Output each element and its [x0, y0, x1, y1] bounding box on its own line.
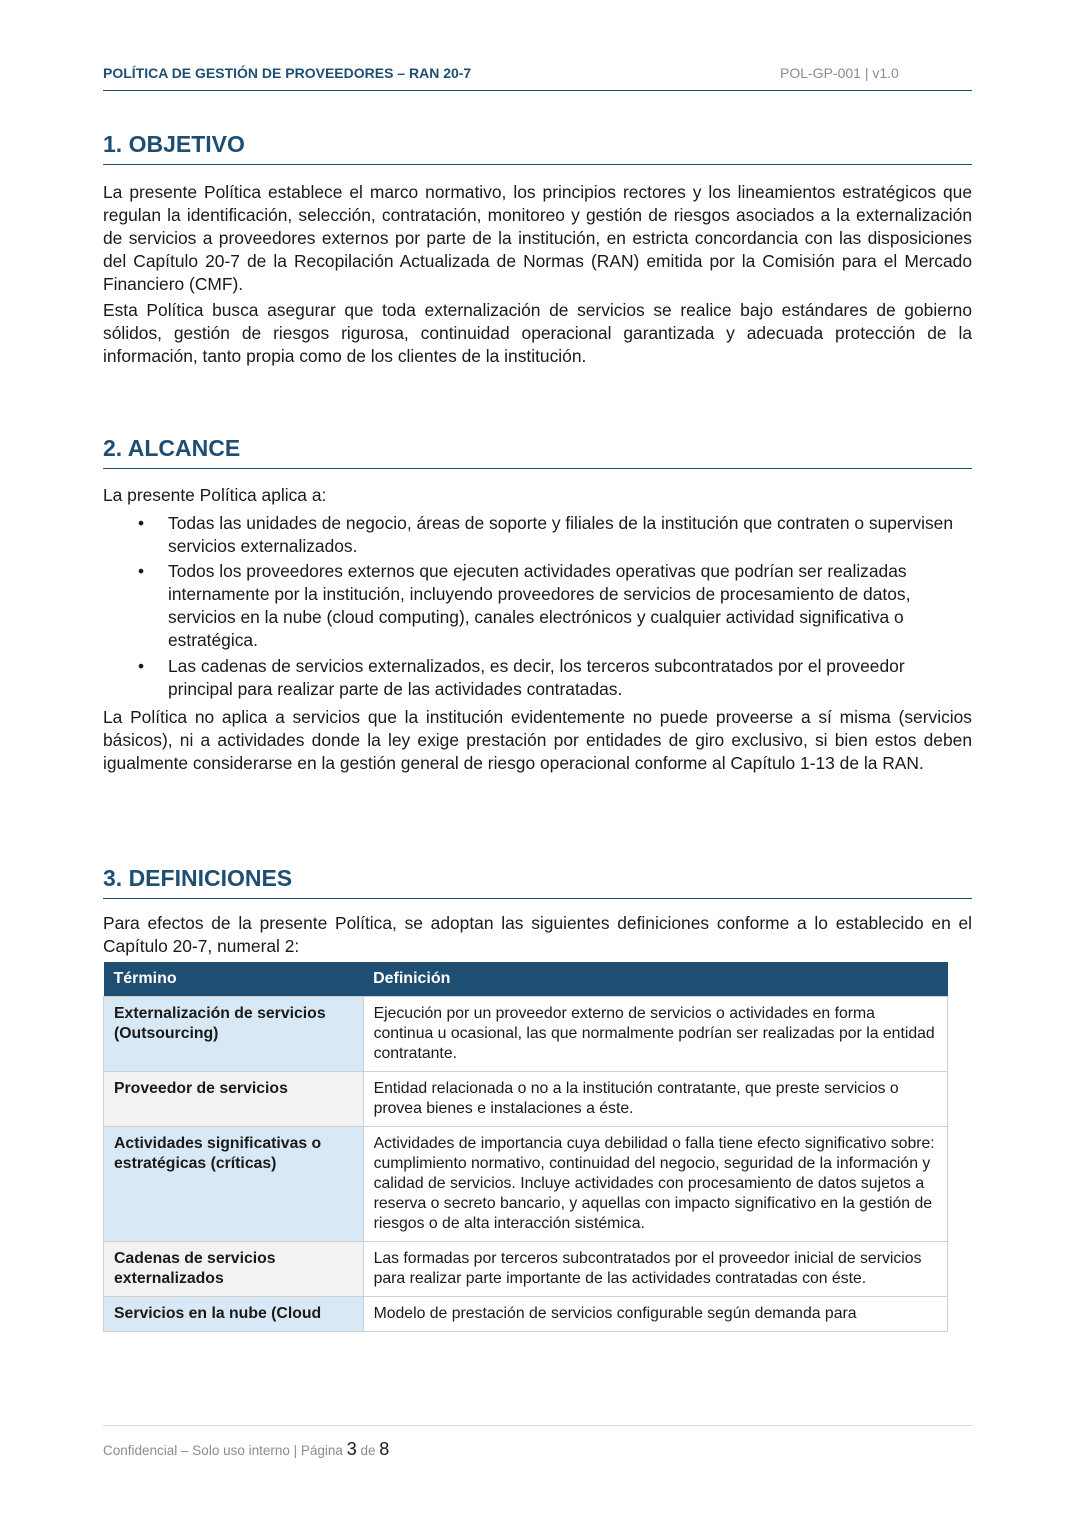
definition-cell: Modelo de prestación de servicios configurable según demanda para: [363, 1297, 947, 1332]
table-row: [104, 997, 948, 1072]
alcance-closing: La Política no aplica a servicios que la institución evidentemente no puede proveerse a sí misma (servicios básicos), ni a actividades donde la ley exige prestación por entidades de giro exclusivo, si bien estos deben igualmente considerarse en la gestión general de riesgo operacional conforme al Capítulo 1-13 de la RAN.: [103, 707, 972, 773]
header-doc-code: POL-GP-001 | v1.0: [780, 65, 899, 81]
section-heading-objetivo: 1. OBJETIVO: [103, 130, 972, 165]
section-heading-alcance: 2. ALCANCE: [103, 434, 972, 469]
bullet-mark: •: [138, 561, 145, 581]
term-cell: Cadenas de servicios externalizados: [104, 1242, 364, 1297]
section-heading-definiciones: 3. DEFINICIONES: [103, 864, 972, 899]
definition-cell: Actividades de importancia cuya debilidad o falla tiene efecto significativo sobre: cumplimiento normativo, continuidad del negocio, seguridad de la información y calidad de servicios. Incluye actividades con procesamiento de datos sujetos a reserva o secreto bancario, y aquellas con impacto significativo en la gestión de riesgos o de alta interacción sistémica.: [363, 1127, 947, 1242]
header-title: POLÍTICA DE GESTIÓN DE PROVEEDORES – RAN 20-7: [103, 65, 472, 81]
table-header-row: [104, 962, 948, 997]
table-row: [104, 1242, 948, 1297]
alcance-intro: La presente Política aplica a:: [103, 485, 327, 505]
objetivo-paragraph-2: Esta Política busca asegurar que toda externalización de servicios se realice bajo estándares de gobierno sólidos, gestión de riesgos rigurosa, continuidad operacional garantizada y adecuada protección de la información, tanto propia como de los clientes de la institución.: [103, 300, 972, 366]
term-cell: Actividades significativas o estratégicas (críticas): [104, 1127, 364, 1242]
table-row: [104, 1127, 948, 1242]
definiciones-intro: Para efectos de la presente Política, se adoptan las siguientes definiciones conforme a lo establecido en el Capítulo 20-7, numeral 2:: [103, 913, 972, 956]
bullet-text: Las cadenas de servicios externalizados, es decir, los terceros subcontratados por el proveedor principal para realizar parte de las actividades contratadas.: [168, 656, 905, 699]
footer-page-total: 8: [379, 1439, 390, 1459]
column-header-definition: Definición: [363, 962, 947, 997]
footer-of: de: [360, 1443, 376, 1458]
page-footer: [103, 1425, 972, 1459]
definition-cell: Ejecución por un proveedor externo de servicios o actividades en forma continua u ocasional, las que normalmente podrían ser realizadas por la entidad contratante.: [363, 997, 947, 1072]
bullet-mark: •: [138, 513, 145, 533]
footer-page-number: 3: [346, 1439, 357, 1459]
term-cell: Servicios en la nube (Cloud: [104, 1297, 364, 1332]
definition-cell: Las formadas por terceros subcontratados por el proveedor inicial de servicios para realizar parte importante de las actividades contratadas con éste.: [363, 1242, 947, 1297]
definition-cell: Entidad relacionada o no a la institución contratante, que preste servicios o provea bienes e instalaciones a éste.: [363, 1072, 947, 1127]
definitions-table: [103, 962, 948, 1332]
page-header: [103, 64, 972, 91]
term-cell: Externalización de servicios (Outsourcing): [104, 997, 364, 1072]
footer-text: [103, 1439, 389, 1460]
column-header-term: Término: [104, 962, 364, 997]
bullet-mark: •: [138, 656, 145, 676]
table-row: [104, 1297, 948, 1332]
objetivo-paragraph-1: La presente Política establece el marco normativo, los principios rectores y los lineamientos estratégicos que regulan la identificación, selección, contratación, monitoreo y gestión de riesgos asociados a la externalización de servicios a proveedores externos por parte de la institución, en estricta concordancia con las disposiciones del Capítulo 20-7 de la Recopilación Actualizada de Normas (RAN) emitida por la Comisión para el Mercado Financiero (CMF).: [103, 182, 972, 294]
bullet-text: Todos los proveedores externos que ejecuten actividades operativas que podrían ser realizadas internamente por la institución, incluyendo proveedores de servicios de procesamiento de datos, servicios en la nube (cloud computing), canales electrónicos y cualquier actividad significativa o estratégica.: [168, 561, 911, 650]
footer-label: Confidencial – Solo uso interno | Página: [103, 1443, 343, 1458]
term-cell: Proveedor de servicios: [104, 1072, 364, 1127]
table-row: [104, 1072, 948, 1127]
bullet-text: Todas las unidades de negocio, áreas de soporte y filiales de la institución que contraten o supervisen servicios externalizados.: [168, 513, 954, 556]
